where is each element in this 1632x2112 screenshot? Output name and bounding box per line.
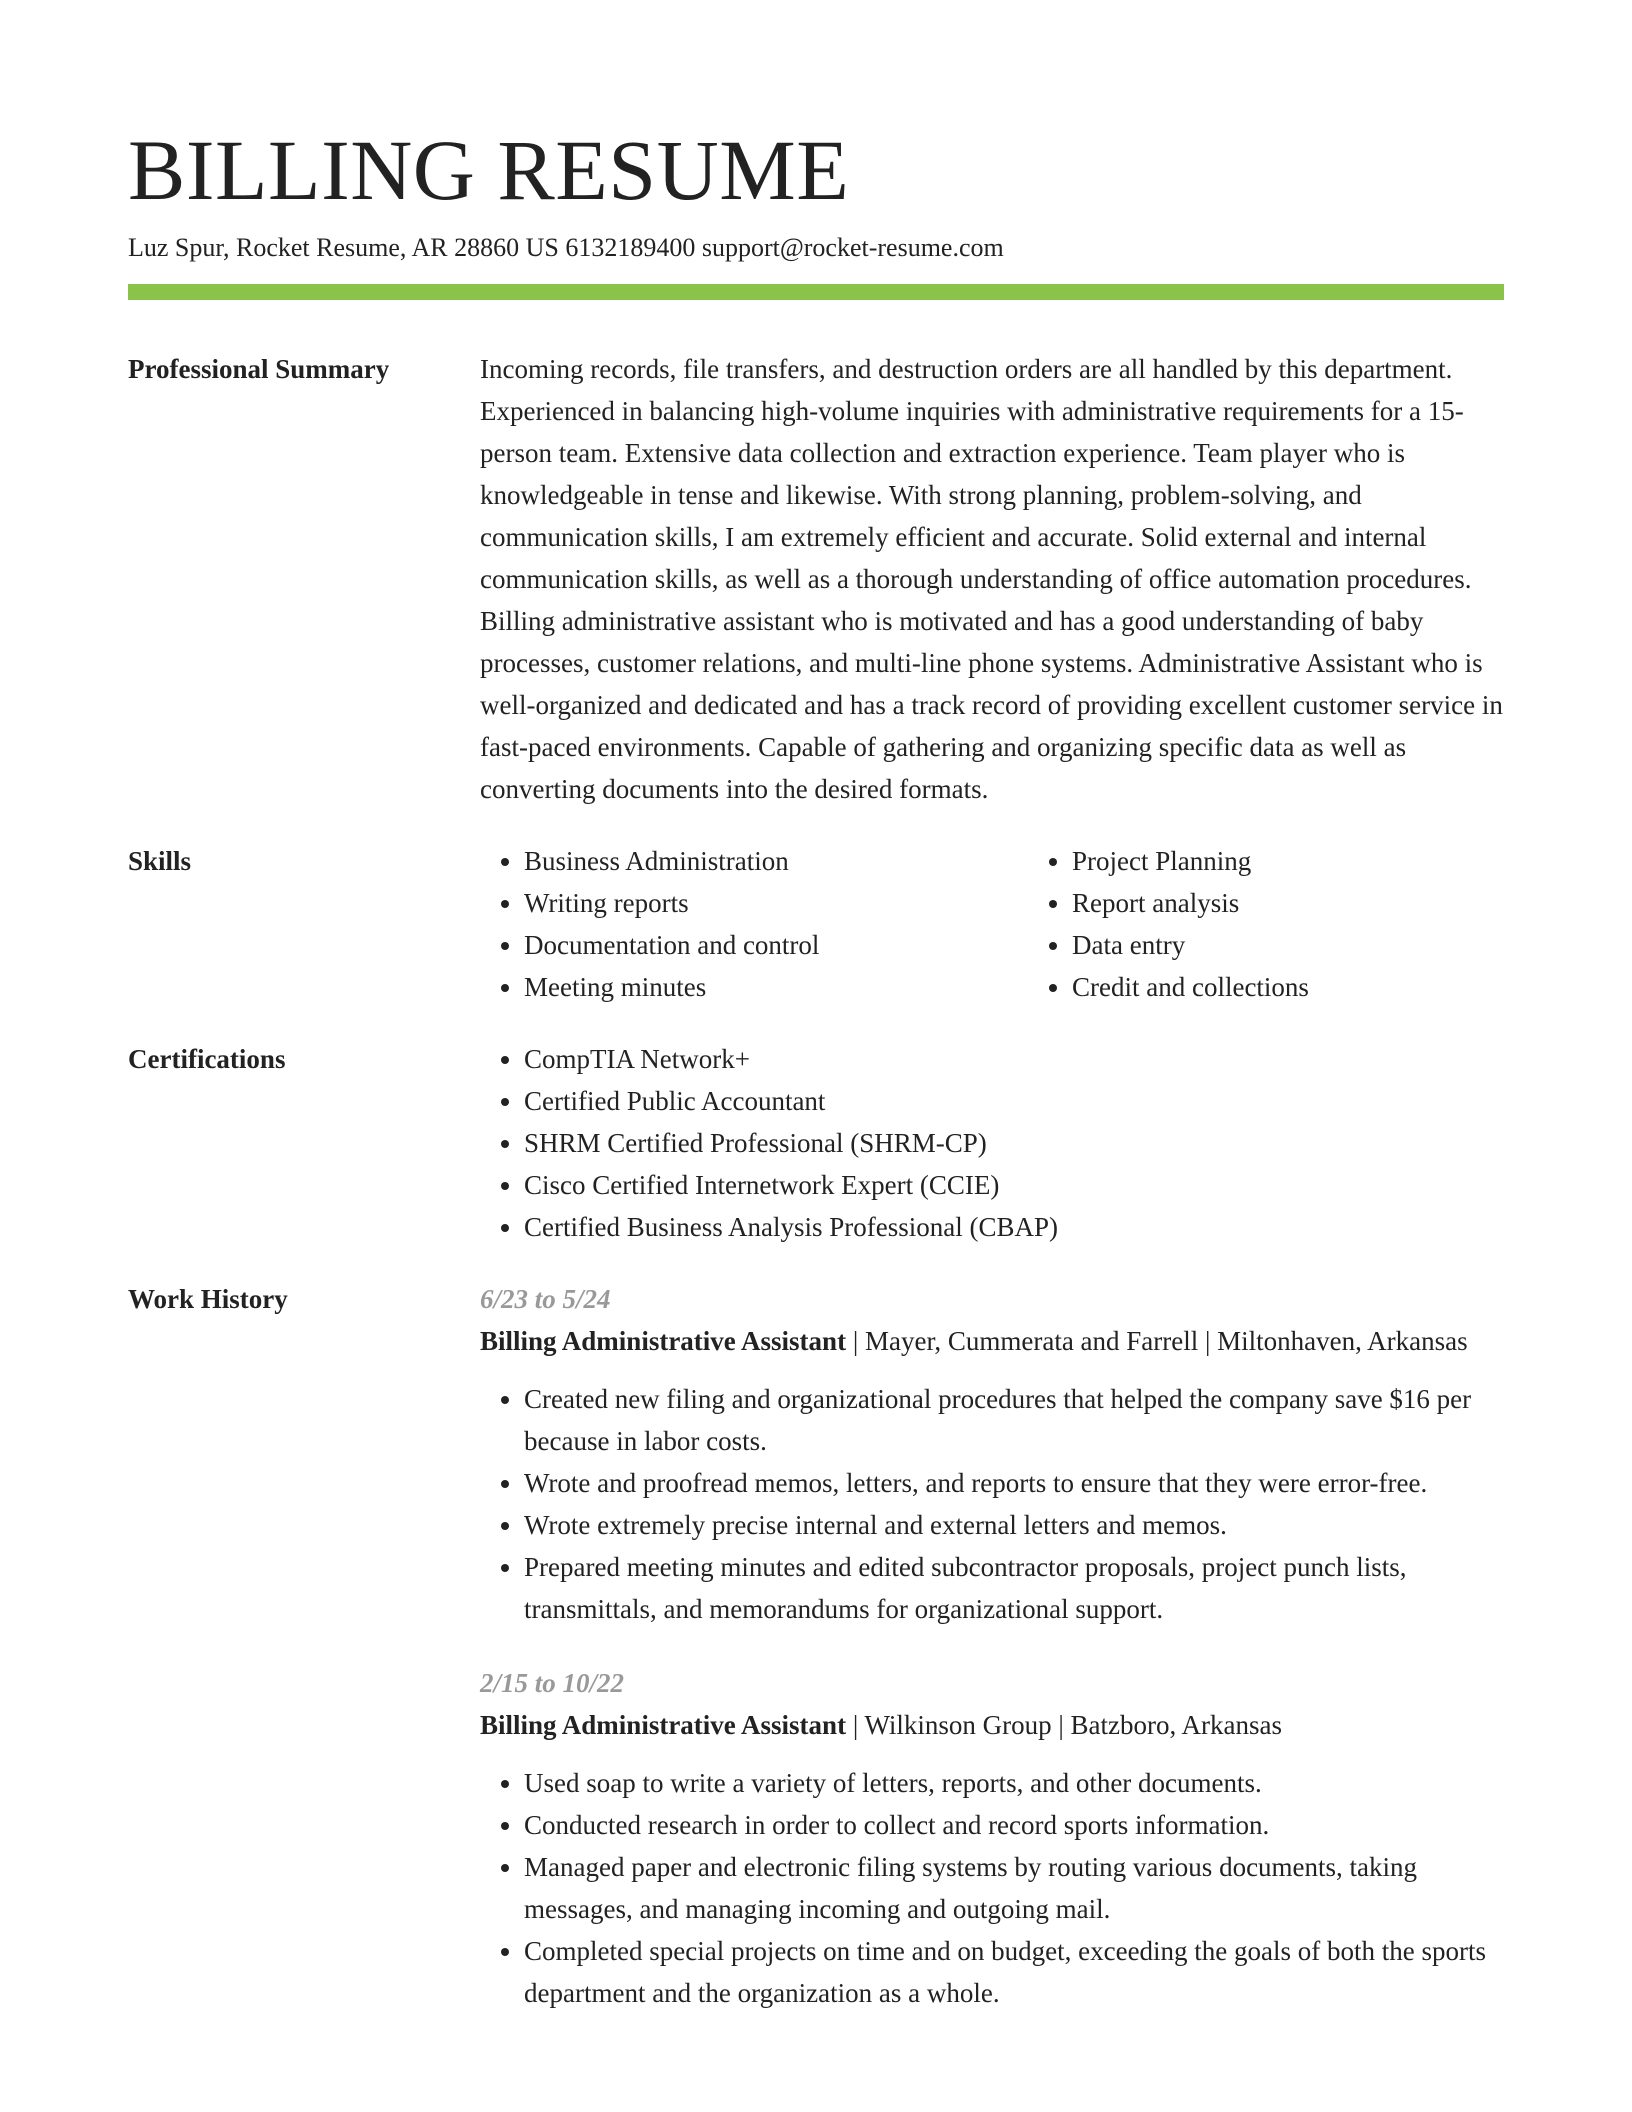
skill-item: • Report analysis — [1072, 882, 1576, 924]
skill-item: • Credit and collections — [1072, 966, 1576, 1008]
job-bullet: • Managed paper and electronic filing systems by routing various documents, taking messages, and managing incoming and outgoing mail. — [524, 1846, 1504, 1930]
certification-item: • Cisco Certified Internetwork Expert (CCIE) — [524, 1164, 1504, 1206]
section-label-work-history: Work History — [128, 1284, 288, 1314]
job-company-location: | Mayer, Cummerata and Farrell | Miltonhaven, Arkansas — [846, 1326, 1468, 1356]
certification-item: • CompTIA Network+ — [524, 1038, 1504, 1080]
header-divider — [128, 284, 1504, 300]
resume-page — [128, 118, 1504, 2014]
job-dates: 6/23 to 5/24 — [480, 1284, 611, 1314]
skills-list-right — [1028, 840, 1576, 1008]
job-bullet: • Wrote and proofread memos, letters, and reports to ensure that they were error-free. — [524, 1462, 1504, 1504]
job-heading — [480, 1320, 1504, 1362]
skill-item: • Data entry — [1072, 924, 1576, 966]
certification-item: • Certified Business Analysis Professional (CBAP) — [524, 1206, 1504, 1248]
resume-title: BILLING RESUME — [128, 122, 850, 218]
job-bullet: • Completed special projects on time and on budget, exceeding the goals of both the sports department and the organization as a whole. — [524, 1930, 1504, 2014]
certification-item: • SHRM Certified Professional (SHRM-CP) — [524, 1122, 1504, 1164]
job-title: Billing Administrative Assistant — [480, 1326, 847, 1356]
certification-item: • Certified Public Accountant — [524, 1080, 1504, 1122]
job-bullets — [480, 1762, 1504, 2014]
certifications-list — [480, 1038, 1504, 1248]
job-bullets — [480, 1378, 1504, 1630]
skill-item: • Meeting minutes — [524, 966, 1028, 1008]
summary-section — [128, 348, 1504, 810]
skill-item: • Writing reports — [524, 882, 1028, 924]
skill-item: • Project Planning — [1072, 840, 1576, 882]
section-label-skills: Skills — [128, 846, 192, 876]
job-bullet: • Created new filing and organizational procedures that helped the company save $16 per because in labor costs. — [524, 1378, 1504, 1462]
job-company-location: | Wilkinson Group | Batzboro, Arkansas — [846, 1710, 1282, 1740]
job-title: Billing Administrative Assistant — [480, 1710, 847, 1740]
contact-info: Luz Spur, Rocket Resume, AR 28860 US 6132189400 support@rocket-resume.com — [128, 233, 1004, 262]
certifications-section — [128, 1038, 1504, 1248]
skills-list-left — [480, 840, 1028, 1008]
work-history-section — [128, 1278, 1504, 2014]
section-label-certifications: Certifications — [128, 1044, 286, 1074]
job-entry — [480, 1662, 1504, 2014]
skills-section — [128, 840, 1504, 1008]
summary-text: Incoming records, file transfers, and destruction orders are all handled by this department. Experienced in balancing high-volume inquiries with administrative requirements for a 15-person team. Extensive data collection and extraction experience. Team player who is knowledgeable in tense and likewise. With strong planning, problem-solving, and communication skills, I am extremely efficient and accurate. Solid external and internal communication skills, as well as a thorough understanding of office automation procedures. Billing administrative assistant who is motivated and has a good understanding of baby processes, customer relations, and multi-line phone systems. Administrative Assistant who is well-organized and dedicated and has a track record of providing excellent customer service in fast-paced environments. Capable of gathering and organizing specific data as well as converting documents into the desired formats. — [480, 354, 1503, 804]
job-bullet: • Wrote extremely precise internal and external letters and memos. — [524, 1504, 1504, 1546]
job-dates: 2/15 to 10/22 — [480, 1668, 625, 1698]
job-bullet: • Conducted research in order to collect and record sports information. — [524, 1804, 1504, 1846]
section-label-summary: Professional Summary — [128, 354, 390, 384]
job-bullet: • Used soap to write a variety of letters, reports, and other documents. — [524, 1762, 1504, 1804]
skill-item: • Business Administration — [524, 840, 1028, 882]
skill-item: • Documentation and control — [524, 924, 1028, 966]
job-heading — [480, 1704, 1504, 1746]
job-bullet: • Prepared meeting minutes and edited subcontractor proposals, project punch lists, transmittals, and memorandums for organizational support. — [524, 1546, 1504, 1630]
job-entry — [480, 1278, 1504, 1630]
